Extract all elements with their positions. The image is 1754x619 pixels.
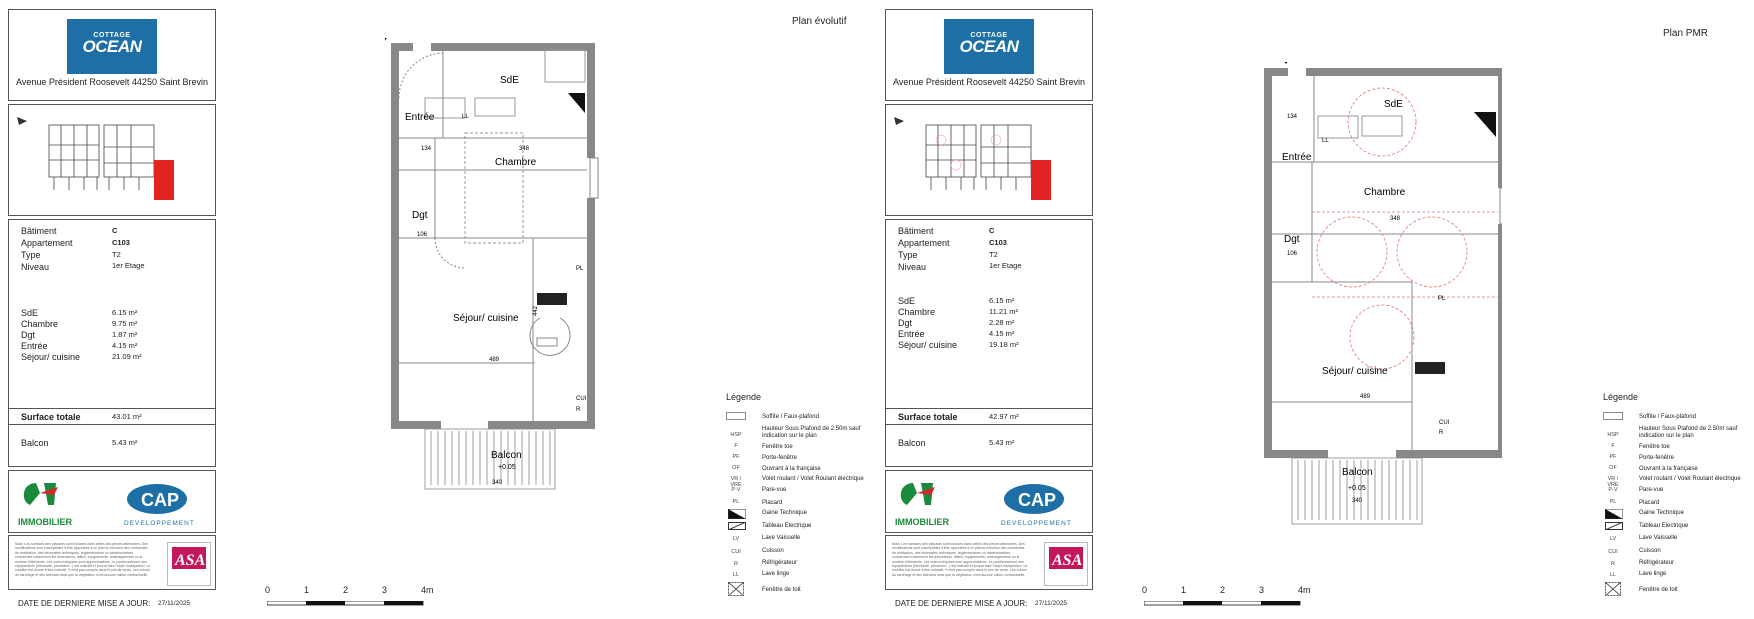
scale-label: 1 (1181, 585, 1187, 595)
scale-label: 2 (343, 585, 349, 595)
legend: Soffite / Faux-plafond HSP Hauteur Sous Plafond de 2.50m sauf indication sur le plan F Fenêtre toe PF Porte-fenêtre OF Ouvrant à la française VR / VRE Volet roulant / Volet Roulant électrique P-V Pare-vue PL Placard Gaine Technique Tableau Electrique LV Lave Vaisselle CUI Cuisson R Réfrigérateur LL Lave linge Fenêtre de toit (1597, 410, 1747, 600)
svg-text:489: 489 (489, 357, 500, 363)
date-value: 27/11/2025 (158, 600, 191, 607)
svg-text:348: 348 (519, 146, 530, 152)
disclaimer-box (885, 535, 1093, 590)
surface-label: Surface totale (898, 412, 958, 422)
surface-label: Surface totale (21, 412, 81, 422)
key-plan-box (8, 104, 216, 216)
balcon-value: 5.43 m² (112, 438, 138, 447)
svg-text:106: 106 (417, 232, 428, 238)
appartement-value: C103 (989, 238, 1007, 247)
appartement-label: Appartement (898, 238, 950, 248)
room-name: SdE (21, 308, 39, 318)
room-area: 2.28 m² (989, 318, 1015, 327)
room-name: Séjour/ cuisine (21, 352, 81, 362)
gaine-technique (537, 293, 567, 305)
scale-label: 3 (382, 585, 388, 595)
svg-text:Entrée: Entrée (405, 112, 435, 123)
room-area: 9.75 m² (112, 319, 138, 328)
roof-window-icon (728, 582, 744, 596)
gaine-technique-icon (1605, 509, 1623, 519)
room-area: 4.15 m² (112, 341, 138, 350)
cap-developpement-logo (119, 479, 199, 529)
date-value: 27/11/2025 (1035, 600, 1068, 607)
svg-text:442: 442 (533, 305, 539, 316)
partners-box (885, 470, 1093, 533)
date-label: DATE DE DERNIERE MISE A JOUR: (895, 599, 1028, 608)
asa-logo (167, 542, 211, 586)
svg-text:134: 134 (1287, 114, 1298, 120)
cottage-ocean-logo: COTTAGE OCEAN (67, 19, 157, 74)
soffite-swatch (1603, 412, 1623, 420)
svg-text:IMMOBILIER: IMMOBILIER (895, 517, 949, 527)
plan-title: Plan évolutif (792, 16, 847, 27)
svg-text:IMMOBILIER: IMMOBILIER (18, 517, 72, 527)
svg-text:Dgt: Dgt (412, 210, 428, 221)
surface-value: 43.01 m² (112, 412, 142, 421)
batiment-value: C (989, 226, 995, 235)
balcon-value: 5.43 m² (989, 438, 1015, 447)
roof-window-icon (1605, 582, 1621, 596)
type-label: Type (898, 250, 918, 260)
svg-text:Séjour/ cuisine: Séjour/ cuisine (1322, 366, 1388, 377)
svg-text:CAP: CAP (1018, 490, 1057, 510)
cottage-ocean-logo: COTTAGE OCEAN (944, 19, 1034, 74)
room-area: 4.15 m² (989, 329, 1015, 338)
highlighted-unit (1031, 160, 1051, 200)
svg-text:Balcon: Balcon (491, 450, 522, 461)
svg-text:CUI: CUI (576, 396, 587, 402)
disclaimer-text: Nota: Les surfaces des placards sont incluses dans celles des pièces attenantes. Des modifications sont susceptibles d'être apportées à ce plan en fonction des contraintes de réalisation, des nécessités techniques, réglementaires ou administratives concernant notamment les dimensions, tailles, équipements, aménagements ou le nombre d'éléments. Les cotes indiquées sont approximatives. Le positionnement des équipements (électricité, plomberie...) est indicatif et pourra faire l'objet d'adaptation. Le mobilier est donné à titre indicatif, il n'est pas compris dans le prix de vente. Les coloris du carrelage et des faïences ainsi que la végétation n'ont aucune valeur contractuelle. (892, 542, 1028, 577)
svg-text:340: 340 (492, 480, 503, 486)
walls (1264, 68, 1502, 458)
svg-text:PL: PL (576, 266, 584, 272)
svg-text:Balcon: Balcon (1342, 467, 1373, 478)
north-arrow-icon (17, 117, 27, 125)
address: Avenue Président Roosevelt 44250 Saint Brevin (16, 77, 208, 87)
tableau-electrique-icon (1605, 522, 1623, 530)
type-value: T2 (112, 250, 121, 259)
scale-bar (1144, 601, 1304, 607)
svg-text:ASA: ASA (175, 552, 206, 569)
divider (9, 424, 215, 425)
batiment-value: C (112, 226, 118, 235)
svg-text:348: 348 (1390, 216, 1401, 222)
scale-label: 3 (1259, 585, 1265, 595)
room-name: Dgt (21, 330, 36, 340)
scale-label: 1 (304, 585, 310, 595)
svg-text:Séjour/ cuisine: Séjour/ cuisine (453, 313, 519, 324)
room-area: 6.15 m² (112, 308, 138, 317)
room-area: 19.18 m² (989, 340, 1019, 349)
type-value: T2 (989, 250, 998, 259)
svg-text:DEVELOPPEMENT: DEVELOPPEMENT (1001, 520, 1072, 527)
balcon-label: Balcon (898, 438, 926, 448)
credit-agricole-logo (14, 479, 86, 529)
info-box (885, 219, 1093, 467)
scale-label: 2 (1220, 585, 1226, 595)
address: Avenue Président Roosevelt 44250 Saint Brevin (893, 77, 1085, 87)
appartement-label: Appartement (21, 238, 73, 248)
svg-text:R: R (1439, 430, 1444, 436)
svg-text:LL: LL (462, 114, 469, 120)
svg-text:+0.05: +0.05 (1348, 485, 1366, 492)
divider (886, 408, 1092, 409)
scale-label: 4m (421, 585, 434, 595)
room-name: Séjour/ cuisine (898, 340, 958, 350)
date-label: DATE DE DERNIERE MISE A JOUR: (18, 599, 151, 608)
svg-text:Dgt: Dgt (1284, 234, 1300, 245)
svg-text:340: 340 (1352, 498, 1363, 504)
gaine-technique (1415, 362, 1445, 374)
room-name: Chambre (898, 307, 936, 317)
scale-label: 4m (1298, 585, 1311, 595)
scale-label: 0 (1142, 585, 1148, 595)
plan-title: Plan PMR (1663, 28, 1709, 39)
svg-text:489: 489 (1360, 394, 1371, 400)
divider (9, 408, 215, 409)
credit-agricole-logo (891, 479, 963, 529)
key-plan-box (885, 104, 1093, 216)
surface-value: 42.97 m² (989, 412, 1019, 421)
entry-arrow-icon (1280, 62, 1292, 64)
svg-text:Entrée: Entrée (1282, 152, 1312, 163)
disclaimer-box (8, 535, 216, 590)
niveau-label: Niveau (898, 262, 927, 272)
room-name: Entrée (21, 341, 48, 351)
gaine-technique-icon (728, 509, 746, 519)
scale-label: 0 (265, 585, 271, 595)
scale-bar (267, 601, 427, 607)
legend-title: Légende (1603, 392, 1639, 402)
svg-text:CAP: CAP (141, 490, 180, 510)
partners-box (8, 470, 216, 533)
room-area: 1.87 m² (112, 330, 138, 339)
niveau-label: Niveau (21, 262, 50, 272)
svg-text:SdE: SdE (500, 75, 519, 86)
balcony (425, 429, 555, 489)
room-name: Dgt (898, 318, 913, 328)
room-area: 6.15 m² (989, 296, 1015, 305)
pmr-turning-circles (1312, 88, 1498, 369)
disclaimer-text: Nota: Les surfaces des placards sont incluses dans celles des pièces attenantes. Des modifications sont susceptibles d'être apportées à ce plan en fonction des contraintes de réalisation, des nécessités techniques, réglementaires ou administratives concernant notamment les dimensions, tailles, équipements, aménagements ou le nombre d'éléments. Les cotes indiquées sont approximatives. Le positionnement des équipements (électricité, plomberie...) est indicatif et pourra faire l'objet d'adaptation. Le mobilier est donné à titre indicatif, il n'est pas compris dans le prix de vente. Les coloris du carrelage et des faïences ainsi que la végétation n'ont aucune valeur contractuelle. (15, 542, 151, 577)
floor-plan (385, 38, 615, 508)
svg-text:DEVELOPPEMENT: DEVELOPPEMENT (124, 520, 195, 527)
appartement-value: C103 (112, 238, 130, 247)
svg-text:Chambre: Chambre (1364, 187, 1406, 198)
room-name: SdE (898, 296, 916, 306)
niveau-value: 1er Etage (112, 261, 145, 270)
header-box (885, 9, 1093, 101)
soffite-swatch (726, 412, 746, 420)
room-area: 21.09 m² (112, 352, 142, 361)
svg-text:+0.05: +0.05 (498, 464, 516, 471)
divider (886, 424, 1092, 425)
north-arrow-icon (894, 117, 904, 125)
asa-logo (1044, 542, 1088, 586)
svg-text:PL: PL (1438, 296, 1446, 302)
legend: Soffite / Faux-plafond HSP Hauteur Sous Plafond de 2.50m sauf indication sur le plan F Fenêtre toe PF Porte-fenêtre OF Ouvrant à la française VR / VRE Volet roulant / Volet Roulant électrique P-V Pare-vue PL Placard Gaine Technique Tableau Electrique LV Lave Vaisselle CUI Cuisson R Réfrigérateur LL Lave linge Fenêtre de toit (720, 410, 870, 600)
floor-plan (1262, 62, 1502, 532)
svg-text:106: 106 (1287, 251, 1298, 257)
key-plan-image (886, 105, 1092, 215)
balcon-label: Balcon (21, 438, 49, 448)
room-name: Entrée (898, 329, 925, 339)
niveau-value: 1er Etage (989, 261, 1022, 270)
svg-text:Chambre: Chambre (495, 157, 537, 168)
svg-text:CUI: CUI (1439, 420, 1450, 426)
batiment-label: Bâtiment (21, 226, 57, 236)
svg-text:R: R (576, 407, 581, 413)
svg-text:ASA: ASA (1052, 552, 1083, 569)
cap-developpement-logo (996, 479, 1076, 529)
legend-title: Légende (726, 392, 762, 402)
tableau-electrique-icon (728, 522, 746, 530)
room-area: 11.21 m² (989, 307, 1019, 316)
room-name: Chambre (21, 319, 59, 329)
svg-text:134: 134 (421, 146, 432, 152)
type-label: Type (21, 250, 41, 260)
svg-text:LL: LL (1322, 138, 1329, 144)
batiment-label: Bâtiment (898, 226, 934, 236)
info-box (8, 219, 216, 467)
plan-sheet-pmr (877, 0, 1754, 619)
highlighted-unit (154, 160, 174, 200)
svg-text:SdE: SdE (1384, 99, 1403, 110)
header-box (8, 9, 216, 101)
entry-arrow-icon (385, 38, 390, 42)
key-plan-image (9, 105, 215, 215)
